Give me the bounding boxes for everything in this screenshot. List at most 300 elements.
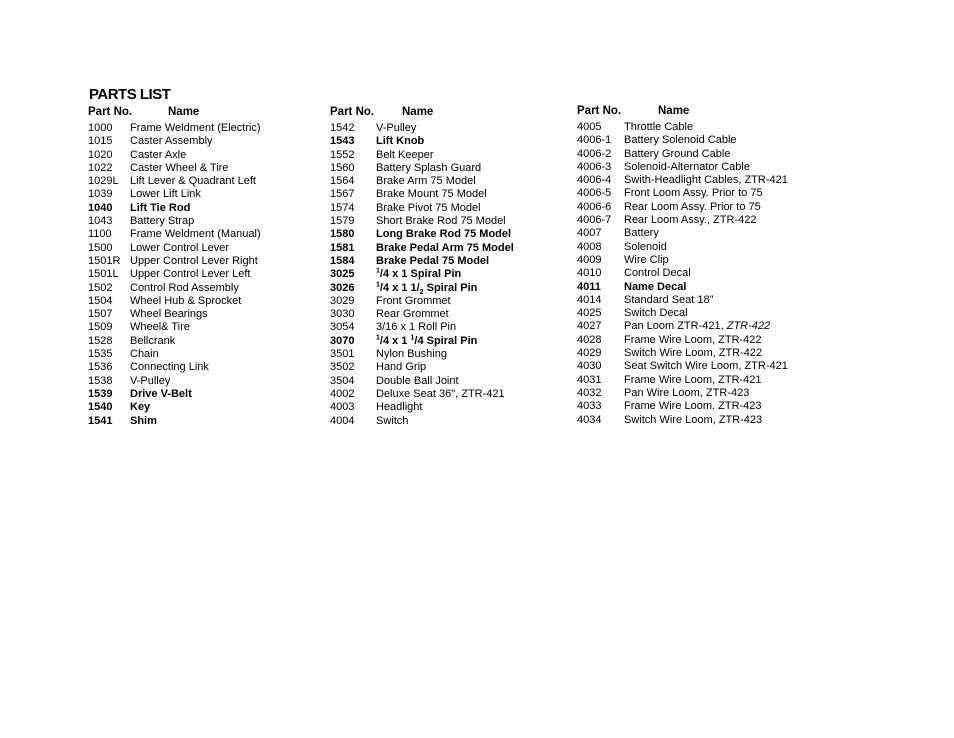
part-name-text: Caster Axle (130, 148, 187, 161)
part-name (130, 228, 261, 241)
part-number: 4007 (577, 227, 602, 240)
part-number: 1564 (330, 175, 355, 188)
part-name-text: Frame Wire Loom, ZTR-421 (624, 373, 762, 386)
part-name-text: Long Brake Rod 75 Model (376, 228, 512, 241)
part-name (624, 241, 667, 254)
part-name (130, 149, 186, 162)
part-name-text: Caster Wheel & Tire (130, 161, 229, 174)
part-name-text: Nylon Bushing (376, 348, 447, 361)
part-name (130, 135, 213, 148)
part-name-text: Wire Clip (624, 253, 669, 266)
part-number: 4010 (577, 267, 602, 280)
part-name-text: Pan Loom ZTR-421, (624, 320, 727, 333)
part-number: 1539 (88, 387, 113, 400)
part-name-text: Swith-Headlight Cables, ZTR-421 (624, 174, 788, 187)
part-row (88, 321, 328, 334)
part-name (624, 254, 669, 267)
fraction-part: /4 x 1 (379, 334, 411, 347)
part-row (330, 162, 570, 175)
part-row (577, 187, 817, 200)
column-header (88, 106, 328, 121)
part-number: 1501L (88, 268, 119, 281)
column-header (577, 105, 817, 120)
part-row (577, 414, 817, 427)
part-number: 3502 (330, 361, 355, 374)
part-number: 4029 (577, 347, 602, 360)
part-no-header: Part No. (88, 106, 133, 118)
part-number: 4030 (577, 360, 602, 373)
parts-rows (88, 121, 328, 428)
part-name (376, 348, 447, 361)
part-name (376, 188, 487, 201)
part-name (624, 121, 693, 134)
part-row (88, 242, 328, 255)
part-name-text: Lower Control Lever (130, 241, 230, 254)
part-name (624, 281, 686, 294)
part-name (376, 388, 505, 401)
part-name (130, 348, 159, 361)
part-row (577, 307, 817, 320)
part-name-text: Lift Tie Rod (130, 201, 191, 214)
part-name (130, 415, 157, 428)
part-row (330, 361, 570, 374)
part-row (577, 214, 817, 227)
part-name-text: Front Loom Assy. Prior to 75 (624, 187, 763, 200)
part-row (330, 282, 570, 295)
part-row (577, 227, 817, 240)
part-row (577, 320, 817, 333)
part-name (624, 148, 730, 161)
fraction-part: 1 (376, 334, 380, 342)
part-name (376, 255, 489, 268)
fraction-part: /4 x 1 Spiral Pin (379, 268, 462, 281)
part-name (130, 215, 194, 228)
part-number: 4006-2 (577, 147, 612, 160)
part-row (577, 161, 817, 174)
part-number: 4006-6 (577, 200, 612, 213)
part-name-text: Upper Control Lever Right (130, 254, 258, 267)
part-row (88, 401, 328, 414)
part-number: 4005 (577, 121, 602, 133)
fraction-part: 1 (376, 267, 380, 275)
part-number: 1579 (330, 215, 355, 228)
part-row (330, 415, 570, 428)
part-row (330, 255, 570, 268)
part-row (330, 122, 570, 135)
part-name-text: Standard Seat 18" (624, 293, 714, 306)
part-name (376, 335, 477, 348)
part-name (624, 267, 691, 280)
part-number: 1581 (330, 241, 355, 254)
fraction-part: 1 (410, 334, 415, 342)
part-row (88, 149, 328, 162)
part-name (130, 242, 229, 255)
part-row (577, 294, 817, 307)
name-header: Name (402, 106, 434, 118)
part-row (330, 348, 570, 361)
part-row (577, 241, 817, 254)
part-number: 4025 (577, 307, 602, 320)
part-name-text: Control Rod Assembly (130, 281, 239, 294)
part-number: 1507 (88, 308, 113, 321)
part-name-text: 3/16 x 1 Roll Pin (376, 321, 457, 334)
part-name-text: V-Pulley (376, 122, 417, 134)
part-name-text: Rear Loom Assy., ZTR-422 (624, 214, 757, 227)
part-name (624, 294, 714, 307)
part-name (624, 400, 762, 413)
part-number: 4031 (577, 373, 602, 386)
part-no-header: Part No. (330, 106, 375, 118)
part-number: 1540 (88, 401, 113, 414)
part-row (330, 135, 570, 148)
part-name (624, 360, 788, 373)
part-number: 1043 (88, 215, 113, 228)
part-row (577, 267, 817, 280)
part-name (130, 335, 175, 348)
part-name-text: Wheel Hub & Sprocket (130, 294, 242, 307)
part-name-text: Battery Strap (130, 215, 195, 228)
part-name (376, 401, 422, 414)
part-name (130, 388, 192, 401)
part-name (376, 175, 476, 188)
parts-column-2 (330, 106, 570, 428)
part-name-text: Brake Pedal Arm 75 Model (376, 241, 514, 254)
part-name-text: Lower Lift Link (130, 188, 201, 201)
part-row (577, 374, 817, 387)
part-name-text: Frame Weldment (Electric) (130, 122, 261, 134)
part-name (130, 321, 190, 334)
part-number: 1528 (88, 334, 113, 347)
fraction-part: 2 (419, 288, 424, 296)
part-name (130, 375, 170, 388)
part-name (376, 268, 461, 281)
part-row (88, 188, 328, 201)
part-name-text: Shim (130, 414, 157, 427)
part-row (330, 188, 570, 201)
part-number: 4006-1 (577, 134, 612, 147)
part-row (88, 122, 328, 135)
part-number: 1500 (88, 241, 113, 254)
part-row (577, 201, 817, 214)
part-number: 1538 (88, 374, 113, 387)
part-name-text: Throttle Cable (624, 121, 694, 133)
fraction-part: /4 Spiral Pin (414, 334, 478, 347)
part-number: 1542 (330, 122, 355, 134)
part-name (624, 134, 737, 147)
part-row (330, 228, 570, 241)
part-name-text: Solenoid (624, 240, 667, 253)
part-name (130, 308, 208, 321)
part-row (330, 335, 570, 348)
name-header: Name (658, 105, 690, 117)
part-number: 1567 (330, 188, 355, 201)
part-row (88, 415, 328, 428)
part-name-text: Deluxe Seat 36", ZTR-421 (376, 387, 505, 400)
part-row (577, 360, 817, 373)
part-number: 1502 (88, 281, 113, 294)
part-name-text: Hand Grip (376, 361, 427, 374)
part-name-text: Upper Control Lever Left (130, 268, 251, 281)
part-number: 1509 (88, 321, 113, 334)
part-number: 1040 (88, 201, 113, 214)
part-name (130, 122, 261, 135)
part-row (88, 202, 328, 215)
part-row (330, 321, 570, 334)
part-name-text: Switch Decal (624, 307, 688, 320)
part-number: 1560 (330, 161, 355, 174)
part-name-text: Frame Weldment (Manual) (130, 228, 261, 241)
part-row (88, 162, 328, 175)
part-number: 1504 (88, 294, 113, 307)
part-name-text: Battery Ground Cable (624, 147, 731, 160)
part-name-text: Bellcrank (130, 334, 176, 347)
part-row (330, 268, 570, 281)
part-row (88, 335, 328, 348)
part-number: 4009 (577, 253, 602, 266)
part-row (88, 175, 328, 188)
part-number: 3025 (330, 268, 355, 281)
part-number: 4002 (330, 387, 355, 400)
part-row (88, 375, 328, 388)
part-name-text: Lift Knob (376, 135, 425, 148)
part-name (376, 242, 514, 255)
part-name-italic: ZTR-422 (726, 320, 771, 333)
part-name-text: Connecting Link (130, 361, 209, 374)
part-name (624, 334, 762, 347)
part-number: 3029 (330, 294, 355, 307)
part-row (577, 281, 817, 294)
part-name (376, 295, 451, 308)
parts-column-3 (577, 105, 817, 427)
part-row (88, 361, 328, 374)
part-name (376, 375, 459, 388)
part-row (88, 255, 328, 268)
part-name-text: Battery Solenoid Cable (624, 134, 737, 147)
part-row (88, 228, 328, 241)
part-no-header: Part No. (577, 105, 622, 117)
part-number: 1552 (330, 148, 355, 161)
part-number: 3504 (330, 374, 355, 387)
part-number: 3070 (330, 334, 355, 347)
part-name (376, 215, 506, 228)
part-row (88, 135, 328, 148)
part-name-text: Front Grommet (376, 294, 451, 307)
part-name-text: Switch Wire Loom, ZTR-422 (624, 347, 763, 360)
part-name (376, 149, 433, 162)
part-number: 1000 (88, 122, 113, 134)
part-number: 3030 (330, 308, 355, 321)
part-row (330, 215, 570, 228)
part-row (577, 121, 817, 134)
fraction-part: 1 (376, 280, 380, 288)
part-row (577, 347, 817, 360)
part-name (624, 214, 756, 227)
part-row (88, 388, 328, 401)
part-name (624, 227, 659, 240)
part-number: 1535 (88, 348, 113, 361)
part-name (376, 415, 408, 428)
part-name (130, 401, 150, 414)
part-name (376, 228, 511, 241)
part-name-text: Chain (130, 348, 159, 361)
part-number: 4008 (577, 240, 602, 253)
part-name (130, 188, 201, 201)
part-name (130, 268, 250, 281)
parts-rows (330, 121, 570, 428)
part-row (577, 400, 817, 413)
part-number: 4004 (330, 414, 355, 427)
part-row (330, 149, 570, 162)
part-number: 4011 (577, 280, 601, 293)
part-number: 4014 (577, 293, 602, 306)
part-name-text: Wheel Bearings (130, 308, 208, 321)
part-row (330, 388, 570, 401)
part-row (577, 254, 817, 267)
part-row (577, 134, 817, 147)
part-name (376, 162, 481, 175)
part-name-text: Rear Loom Assy. Prior to 75 (624, 200, 761, 213)
part-number: 1020 (88, 148, 113, 161)
part-name (376, 135, 424, 148)
part-name (624, 374, 762, 387)
page-title: PARTS LIST (89, 86, 171, 103)
part-number: 1029L (88, 175, 119, 188)
part-number: 4006-7 (577, 214, 612, 227)
part-name-text: Name Decal (624, 280, 687, 293)
part-number: 1039 (88, 188, 113, 201)
part-name-text: Seat Switch Wire Loom, ZTR-421 (624, 360, 788, 373)
part-name (130, 255, 258, 268)
part-number: 1015 (88, 135, 113, 148)
part-row (88, 308, 328, 321)
part-number: 4028 (577, 333, 602, 346)
part-name-text: Solenoid-Alternator Cable (624, 160, 750, 173)
part-name (130, 175, 256, 188)
part-number: 1584 (330, 254, 355, 267)
part-row (88, 348, 328, 361)
part-name (376, 361, 426, 374)
part-name-text: Lift Lever & Quadrant Left (130, 175, 256, 188)
part-name (130, 282, 239, 295)
column-header (330, 106, 570, 121)
part-name-text: Switch (376, 414, 409, 427)
part-name-text: Wheel& Tire (130, 321, 190, 334)
name-header: Name (168, 106, 200, 118)
part-name-text: Key (130, 401, 151, 414)
part-name (624, 187, 763, 200)
part-number: 4006-3 (577, 160, 612, 173)
part-name-text: Rear Grommet (376, 308, 449, 321)
part-number: 1574 (330, 201, 355, 214)
part-row (330, 202, 570, 215)
part-number: 3501 (330, 348, 355, 361)
part-name-text: Battery (624, 227, 659, 240)
part-row (88, 215, 328, 228)
part-name (376, 202, 481, 215)
part-name-text: Brake Pivot 75 Model (376, 201, 481, 214)
part-number: 1022 (88, 161, 113, 174)
part-name (130, 361, 209, 374)
part-name (130, 202, 190, 215)
part-number: 4003 (330, 401, 355, 414)
part-row (330, 401, 570, 414)
part-name (376, 308, 449, 321)
part-row (577, 148, 817, 161)
part-number: 1541 (88, 414, 113, 427)
fraction-part: Spiral Pin (423, 281, 478, 294)
part-name-text: Double Ball Joint (376, 374, 459, 387)
part-row (330, 242, 570, 255)
part-name (624, 387, 749, 400)
part-name (376, 282, 477, 295)
part-row (330, 295, 570, 308)
part-name-text: Frame Wire Loom. ZTR-423 (624, 400, 762, 413)
part-name-text: V-Pulley (130, 374, 171, 387)
part-row (577, 174, 817, 187)
part-name-text: Battery Splash Guard (376, 161, 482, 174)
part-number: 1100 (88, 228, 112, 241)
part-number: 3026 (330, 281, 355, 294)
part-row (88, 282, 328, 295)
part-name (624, 320, 770, 333)
part-number: 3054 (330, 321, 355, 334)
part-name-text: Pan Wire Loom, ZTR-423 (624, 386, 750, 399)
parts-rows (577, 120, 817, 427)
part-name-text: Caster Assembly (130, 135, 213, 148)
part-number: 4034 (577, 413, 602, 426)
part-number: 4033 (577, 400, 602, 413)
part-name-text: Short Brake Rod 75 Model (376, 215, 506, 228)
parts-column-1 (88, 106, 328, 428)
part-name-text: Belt Keeper (376, 148, 434, 161)
part-name (624, 161, 750, 174)
fraction-part: /4 x 1 1/ (379, 281, 420, 294)
part-name (130, 162, 228, 175)
part-number: 1501R (88, 254, 121, 267)
part-name-text: Brake Mount 75 Model (376, 188, 487, 201)
part-name (624, 174, 788, 187)
part-number: 1580 (330, 228, 355, 241)
part-number: 1536 (88, 361, 113, 374)
part-name (624, 414, 762, 427)
part-row (577, 334, 817, 347)
part-name (624, 307, 688, 320)
part-row (88, 295, 328, 308)
part-name-text: Frame Wire Loom, ZTR-422 (624, 333, 762, 346)
part-row (330, 175, 570, 188)
part-name (130, 295, 241, 308)
part-number: 4032 (577, 386, 602, 399)
part-name-text: Control Decal (624, 267, 691, 280)
part-name (624, 201, 761, 214)
part-name (376, 122, 416, 135)
part-name (624, 347, 762, 360)
part-name (376, 321, 456, 334)
part-number: 4027 (577, 320, 602, 333)
part-number: 4006-5 (577, 187, 612, 200)
part-number: 1543 (330, 135, 355, 148)
part-row (88, 268, 328, 281)
part-name-text: Brake Pedal 75 Model (376, 254, 490, 267)
part-name-text: Drive V-Belt (130, 387, 192, 400)
part-name-text: Brake Arm 75 Model (376, 175, 476, 188)
part-row (330, 375, 570, 388)
part-name-text: Headlight (376, 401, 423, 414)
part-row (577, 387, 817, 400)
part-name-text: Switch Wire Loom, ZTR-423 (624, 413, 763, 426)
part-number: 4006-4 (577, 174, 612, 187)
part-row (330, 308, 570, 321)
